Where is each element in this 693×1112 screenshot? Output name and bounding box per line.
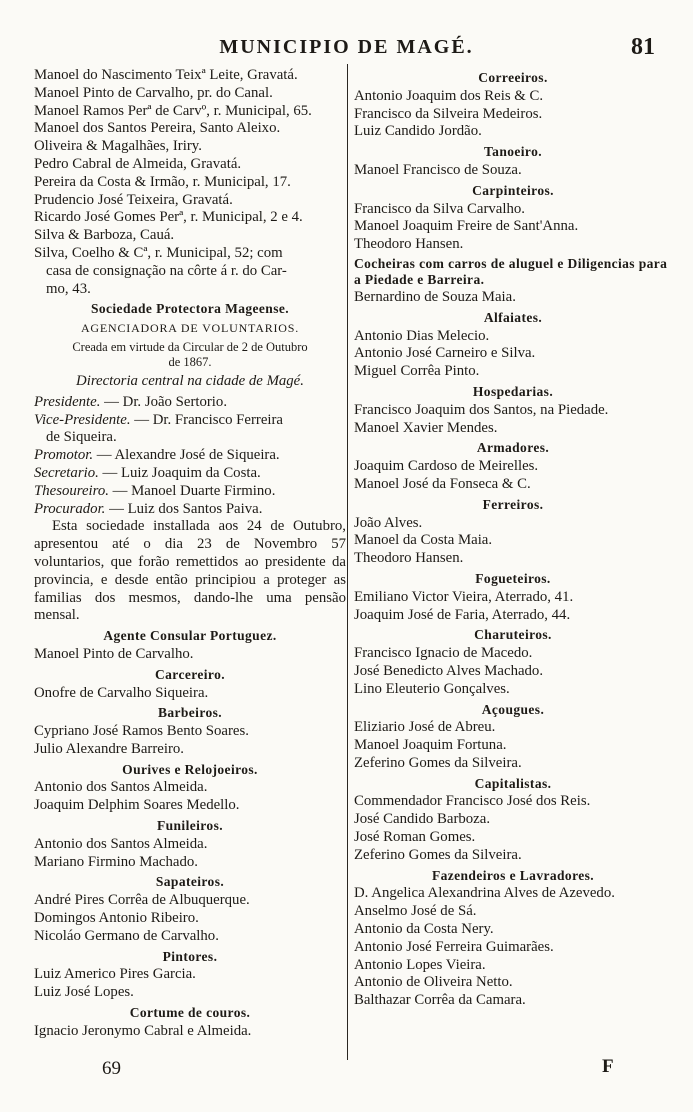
left-trade-sections — [34, 627, 346, 1041]
entry-line: Oliveira & Magalhães, Iriry. — [34, 138, 202, 155]
sociedade-note-1: Creada em virtude da Circular de 2 de Outubro — [72, 339, 308, 354]
section-heading: Barbeiros. — [157, 705, 223, 721]
sociedade-paragraph: Esta sociedade installada aos 24 de Outubro, apresentou até o dia 23 de Novembro 57 voluntarios, que forão remettidos ao presidente da provincia, e desde então principiou a proteger as familias dos mesmos, dando-lhe uma pensão mensal. — [34, 518, 346, 624]
section-heading: Pintores. — [162, 948, 218, 964]
trade-section — [354, 496, 672, 568]
trade-section — [34, 704, 346, 758]
list-item: Luiz Candido Jordão. — [354, 123, 482, 140]
entry-line: Manoel dos Santos Pereira, Santo Aleixo. — [34, 120, 281, 137]
sociedade-heading: Sociedade Protectora Mageense. — [90, 301, 290, 317]
officer-role: Secretario. — [34, 464, 99, 481]
entry-line: Manoel Pinto de Carvalho, pr. do Canal. — [34, 84, 273, 101]
list-item: Antonio Joaquim dos Reis & C. — [354, 87, 544, 104]
officer-list — [34, 394, 346, 519]
list-item: Antonio da Costa Nery. — [354, 921, 494, 938]
section-heading: Carcereiro. — [155, 666, 225, 682]
list-item: José Benedicto Alves Machado. — [354, 662, 544, 679]
list-item: José Candido Barboza. — [354, 811, 491, 828]
list-item: Francisco Joaquim dos Santos, na Piedade. — [354, 401, 609, 418]
section-heading: Açougues. — [481, 701, 545, 717]
entry-line: Silva & Barboza, Cauá. — [34, 227, 175, 244]
section-heading: Fogueteiros. — [475, 570, 551, 586]
trade-section — [34, 1004, 346, 1041]
list-item: Nicoláo Germano de Carvalho. — [34, 927, 219, 944]
officer-row — [34, 483, 346, 501]
merchant-list — [34, 67, 346, 298]
list-item: Mariano Firmino Machado. — [34, 853, 198, 870]
officer-name: — Luiz Joaquim da Costa. — [98, 464, 261, 481]
list-item: Antonio dos Santos Almeida. — [34, 835, 208, 852]
section-heading: Alfaiates. — [483, 309, 543, 325]
sociedade-subheading: AGENCIADORA DE VOLUNTARIOS. — [80, 321, 300, 336]
list-item: Francisco da Silva Carvalho. — [354, 200, 525, 217]
list-item: Francisco da Silveira Medeiros. — [354, 105, 543, 122]
list-item: Manoel Joaquim Fortuna. — [354, 737, 507, 754]
list-item: Manoel Francisco de Souza. — [354, 161, 522, 178]
list-item: André Pires Corrêa de Albuquerque. — [34, 892, 250, 909]
section-heading: Correeiros. — [478, 70, 548, 85]
list-item: Antonio dos Santos Almeida. — [34, 779, 208, 796]
section-heading: Charuteiros. — [474, 627, 552, 643]
officer-row — [34, 447, 346, 465]
list-item: D. Angelica Alexandrina Alves de Azevedo. — [354, 885, 615, 902]
section-heading: Fazendeiros e Lavradores. — [431, 867, 595, 883]
section-heading: Cortume de couros. — [129, 1005, 251, 1021]
trade-section — [354, 256, 672, 307]
list-item: Manoel Xavier Mendes. — [354, 419, 498, 436]
list-item — [34, 138, 346, 156]
section-heading: Funileiros. — [156, 818, 224, 834]
section-heading: Ourives e Relojoeiros. — [122, 761, 258, 777]
list-item: Antonio José Carneiro e Silva. — [354, 345, 536, 362]
column-divider — [347, 64, 348, 1060]
list-item: Luiz Americo Pires Garcia. — [34, 966, 196, 983]
officer-role: Procurador. — [34, 500, 106, 517]
trade-section — [354, 867, 672, 1010]
officer-row — [34, 429, 346, 447]
officer-name: — Manoel Duarte Firmino. — [108, 482, 276, 499]
footer-signature-number: 69 — [102, 1058, 121, 1079]
list-item: Antonio de Oliveira Netto. — [354, 974, 513, 991]
list-item: Antonio José Ferreira Guimarães. — [354, 938, 554, 955]
entry-line: Prudencio José Teixeira, Gravatá. — [34, 191, 233, 208]
list-item — [34, 209, 346, 227]
list-item — [34, 120, 346, 138]
officer-role: Vice-Presidente. — [34, 411, 131, 428]
section-heading: Agente Consular Portuguez. — [103, 628, 277, 644]
list-item: Theodoro Hansen. — [354, 236, 464, 253]
directoria-heading: Directoria central na cidade de Magé. — [76, 372, 304, 389]
list-item: Zeferino Gomes da Silveira. — [354, 846, 522, 863]
trade-section — [354, 439, 672, 493]
list-item: Joaquim Delphim Soares Medello. — [34, 797, 240, 814]
trade-section — [354, 383, 672, 437]
list-item: Manoel Pinto de Carvalho. — [34, 645, 194, 662]
trade-section — [354, 570, 672, 624]
officer-name: — Dr. Francisco Ferreira — [130, 411, 283, 428]
trade-section — [34, 761, 346, 815]
list-item: Lino Eleuterio Gonçalves. — [354, 680, 510, 697]
list-item: Anselmo José de Sá. — [354, 903, 477, 920]
entry-line: Manoel do Nascimento Teixª Leite, Gravatá. — [34, 67, 298, 83]
officer-row — [34, 465, 346, 483]
officer-role: Thesoureiro. — [34, 482, 109, 499]
trade-section — [354, 182, 672, 254]
section-heading: Sapateiros. — [155, 874, 225, 890]
list-item — [34, 103, 346, 121]
trade-section — [354, 626, 672, 698]
list-item: Joaquim José de Faria, Aterrado, 44. — [354, 606, 571, 623]
page-header — [0, 30, 693, 66]
list-item: Francisco Ignacio de Macedo. — [354, 645, 533, 662]
officer-row — [34, 394, 346, 412]
section-heading: Ferreiros. — [482, 496, 544, 512]
list-item: Antonio Lopes Vieira. — [354, 956, 486, 973]
list-item: Emiliano Victor Vieira, Aterrado, 41. — [354, 588, 574, 605]
list-item: Theodoro Hansen. — [354, 550, 464, 567]
list-item: Julio Alexandre Barreiro. — [34, 740, 184, 757]
entry-line: mo, 43. — [46, 280, 91, 297]
list-item: Antonio Dias Melecio. — [354, 327, 490, 344]
section-heading: Hospedarias. — [472, 383, 554, 399]
list-item: Joaquim Cardoso de Meirelles. — [354, 458, 539, 475]
trade-section — [34, 873, 346, 945]
list-item: Manoel da Costa Maia. — [354, 532, 493, 549]
section-heading: Capitalistas. — [474, 775, 552, 791]
trade-section — [354, 775, 672, 865]
officer-name: — Dr. João Sertorio. — [100, 393, 228, 410]
list-item: Commendador Francisco José dos Reis. — [354, 793, 591, 810]
officer-row — [34, 412, 346, 430]
footer-signature-letter: F — [602, 1056, 614, 1077]
list-item: Balthazar Corrêa da Camara. — [354, 992, 526, 1009]
list-item — [34, 227, 346, 245]
list-item: Miguel Corrêa Pinto. — [354, 363, 480, 380]
list-item: José Roman Gomes. — [354, 829, 476, 846]
trade-section — [354, 69, 672, 141]
entry-line: casa de consignação na côrte á r. do Car- — [46, 262, 287, 279]
officer-row — [34, 501, 346, 519]
officer-name: de Siqueira. — [46, 429, 117, 446]
sociedade-note-2: de 1867. — [168, 354, 212, 369]
trade-section — [34, 817, 346, 871]
list-item: Ignacio Jeronymo Cabral e Almeida. — [34, 1022, 252, 1039]
right-column — [354, 67, 672, 1010]
page-title: MUNICIPIO DE MAGÉ. — [219, 36, 474, 58]
entry-line: Ricardo José Gomes Perª, r. Municipal, 2 e 4. — [34, 209, 303, 226]
list-item: Onofre de Carvalho Siqueira. — [34, 684, 209, 701]
right-trade-sections — [354, 69, 672, 1010]
left-column — [34, 67, 346, 1041]
list-item: Eliziario José de Abreu. — [354, 719, 496, 736]
list-item — [34, 156, 346, 174]
officer-role: Promotor. — [34, 447, 94, 464]
section-heading: Cocheiras com carros de aluguel e Diligencias para a Piedade e Barreira. — [354, 255, 668, 287]
section-heading: Tanoeiro. — [484, 144, 542, 160]
officer-role: Presidente. — [34, 393, 101, 410]
trade-section — [34, 666, 346, 703]
list-item — [34, 192, 346, 210]
list-item — [34, 174, 346, 192]
list-item: Manoel Joaquim Freire de Sant'Anna. — [354, 218, 579, 235]
officer-name: — Luiz dos Santos Paiva. — [105, 500, 263, 517]
officer-name: — Alexandre José de Siqueira. — [93, 447, 280, 464]
section-heading: Armadores. — [476, 440, 550, 456]
list-item: Domingos Antonio Ribeiro. — [34, 910, 199, 927]
list-item: João Alves. — [354, 514, 423, 531]
trade-section — [354, 701, 672, 773]
list-item: Cypriano José Ramos Bento Soares. — [34, 723, 249, 740]
list-item: Luiz José Lopes. — [34, 984, 134, 1001]
entry-line: Silva, Coelho & Cª, r. Municipal, 52; com — [34, 244, 283, 261]
list-item: Bernardino de Souza Maia. — [354, 288, 516, 305]
entry-line: Manoel Ramos Perª de Carvº, r. Municipal, 65. — [34, 102, 312, 119]
list-item: Manoel José da Fonseca & C. — [354, 475, 531, 492]
list-item — [34, 245, 346, 298]
trade-section — [34, 627, 346, 664]
sociedade-section — [34, 300, 346, 625]
list-item — [34, 85, 346, 103]
list-item — [34, 67, 346, 85]
list-item: Zeferino Gomes da Silveira. — [354, 754, 522, 771]
entry-line: Pedro Cabral de Almeida, Gravatá. — [34, 155, 242, 172]
entry-line: Pereira da Costa & Irmão, r. Municipal, 17. — [34, 173, 291, 190]
trade-section — [354, 309, 672, 381]
section-heading: Carpinteiros. — [472, 182, 554, 198]
trade-section — [34, 948, 346, 1002]
trade-section — [354, 143, 672, 180]
page-number: 81 — [631, 34, 655, 60]
